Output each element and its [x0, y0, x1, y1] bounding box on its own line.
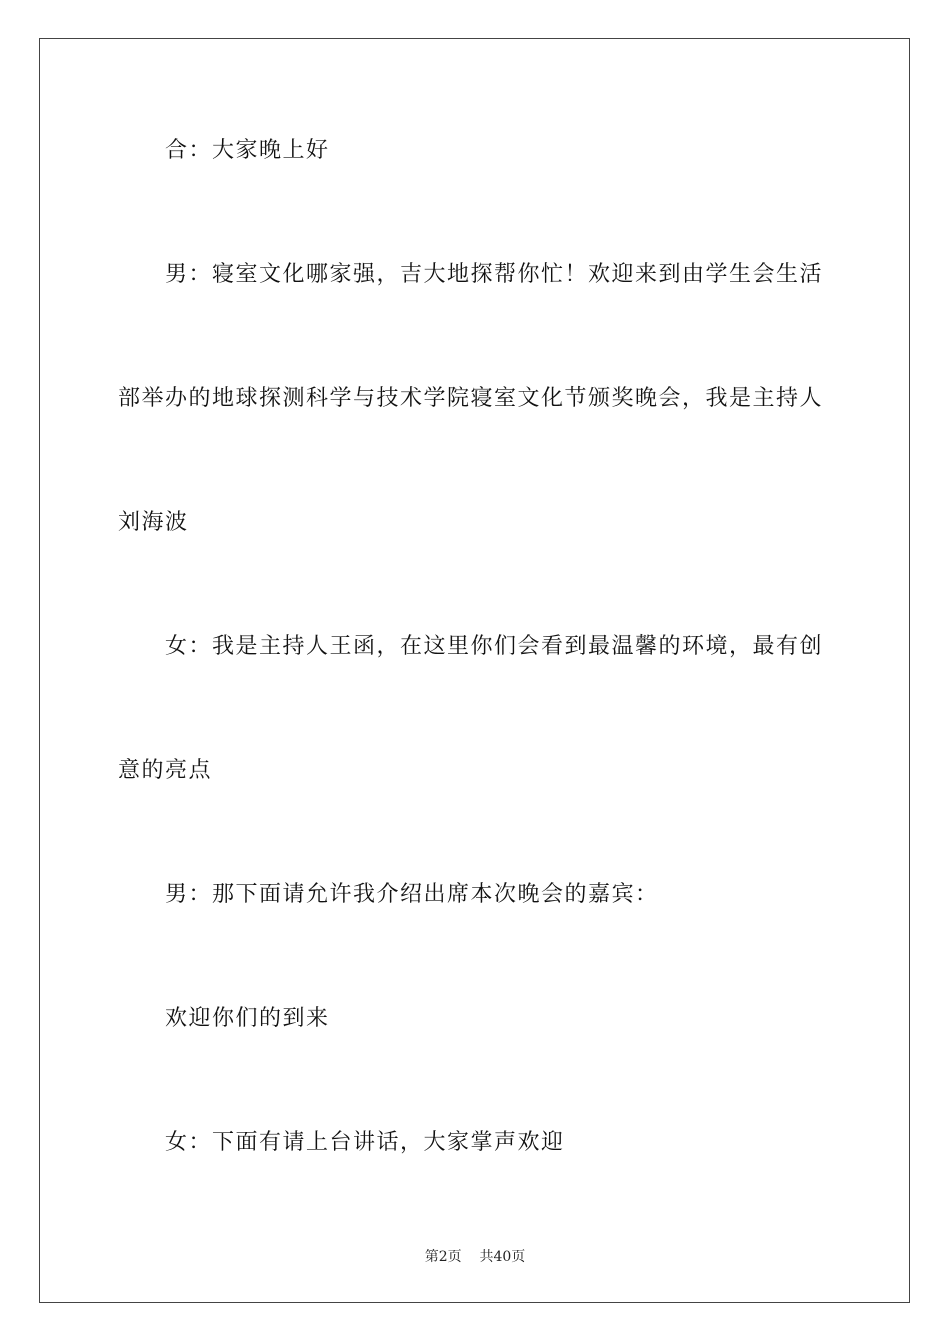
- text-line-8: 欢迎你们的到来: [165, 1006, 330, 1031]
- text-line-5: 女：我是主持人王函，在这里你们会看到最温馨的环境，最有创: [165, 634, 824, 659]
- page-total: 共40页: [479, 1249, 526, 1265]
- text-line-1: 合：大家晚上好: [165, 138, 330, 163]
- text-line-7: 男：那下面请允许我介绍出席本次晚会的嘉宾：: [165, 882, 659, 907]
- text-line-2: 男：寝室文化哪家强，吉大地探帮你忙！欢迎来到由学生会生活: [165, 262, 824, 287]
- text-line-6: 意的亮点: [118, 758, 213, 783]
- text-line-4: 刘海波: [118, 510, 189, 535]
- page-footer: [0, 1248, 950, 1266]
- text-line-3: 部举办的地球探测科学与技术学院寝室文化节颁奖晚会，我是主持人: [118, 386, 824, 411]
- text-line-9: 女：下面有请上台讲话，大家掌声欢迎: [165, 1130, 565, 1155]
- page-number: 第2页: [424, 1249, 462, 1265]
- page-border: [39, 38, 910, 1303]
